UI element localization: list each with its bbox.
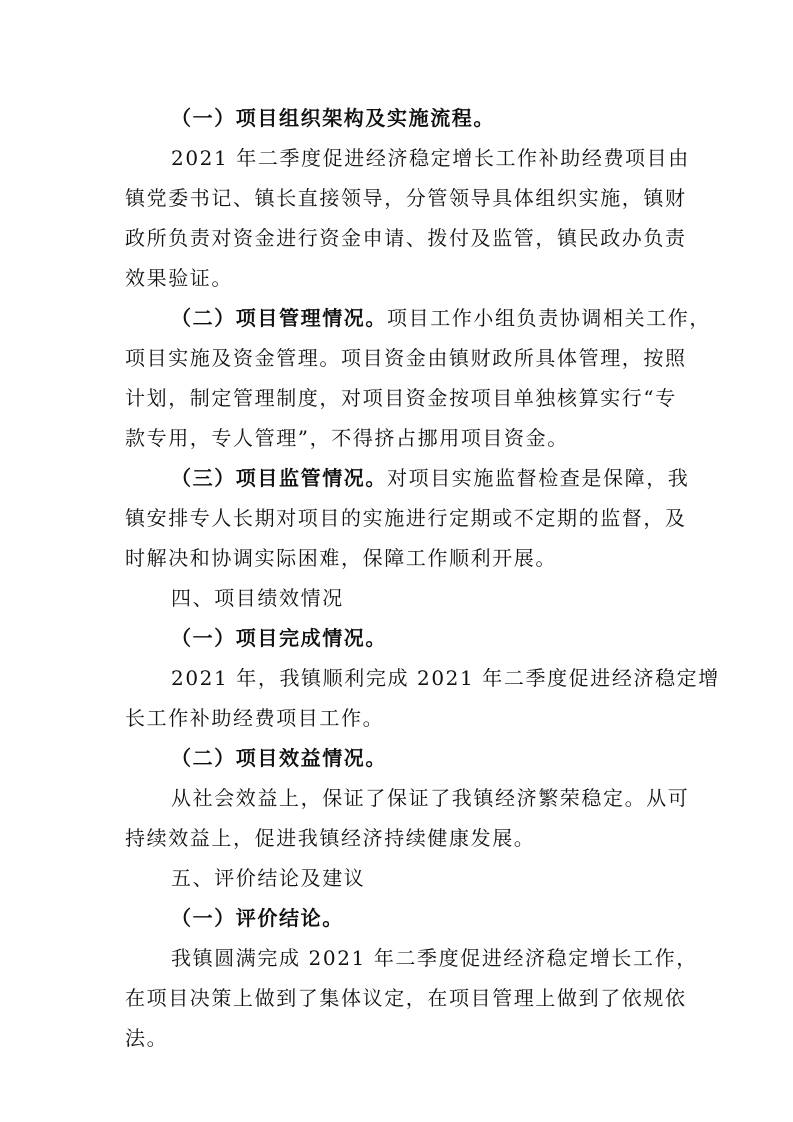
paragraph-line: 政所负责对资金进行资金申请、拨付及监管，镇民政办负责 [125, 226, 687, 250]
paragraph-line: 长工作补助经费项目工作。 [125, 706, 385, 730]
section-heading-supervision: （三）项目监管情况。 [171, 466, 387, 490]
paragraph-line: 计划，制定管理制度，对项目资金按项目单独核算实行“专 [125, 386, 677, 410]
paragraph-line-with-heading [125, 458, 690, 498]
chapter-heading-conclusion: 五、评价结论及建议 [171, 866, 366, 890]
section-heading-management: （二）项目管理情况。 [171, 306, 387, 330]
section-heading-org-structure: （一）项目组织架构及实施流程。 [171, 106, 495, 130]
paragraph-line: 款专用，专人管理”，不得挤占挪用项目资金。 [125, 426, 569, 450]
paragraph-line: 2021 年，我镇顺利完成 2021 年二季度促进经济稳定增 [171, 666, 720, 690]
document-body [125, 98, 720, 1058]
paragraph-line: 法。 [125, 1026, 169, 1050]
paragraph-line: 2021 年二季度促进经济稳定增长工作补助经费项目由 [171, 146, 690, 170]
paragraph-line: 从社会效益上，保证了保证了我镇经济繁荣稳定。从可 [171, 786, 690, 810]
paragraph-line: 时解决和协调实际困难，保障工作顺利开展。 [125, 546, 557, 570]
paragraph-text: 项目工作小组负责协调相关工作， [387, 306, 711, 330]
paragraph-line: 在项目决策上做到了集体议定，在项目管理上做到了依规依 [125, 986, 687, 1010]
paragraph-line: 镇党委书记、镇长直接领导，分管领导具体组织实施，镇财 [125, 186, 687, 210]
paragraph-line-with-heading [125, 298, 711, 338]
paragraph-line: 镇安排专人长期对项目的实施进行定期或不定期的监督，及 [125, 506, 687, 530]
paragraph-line: 我镇圆满完成 2021 年二季度促进经济稳定增长工作， [171, 946, 698, 970]
section-heading-evaluation: （一）评价结论。 [171, 906, 344, 930]
section-heading-completion: （一）项目完成情况。 [171, 626, 387, 650]
paragraph-line: 效果验证。 [125, 266, 233, 290]
paragraph-line: 持续效益上，促进我镇经济持续健康发展。 [125, 826, 536, 850]
paragraph-text: 对项目实施监督检查是保障，我 [387, 466, 690, 490]
paragraph-line: 项目实施及资金管理。项目资金由镇财政所具体管理，按照 [125, 346, 687, 370]
section-heading-benefits: （二）项目效益情况。 [171, 746, 387, 770]
chapter-heading-performance: 四、项目绩效情况 [171, 586, 344, 610]
